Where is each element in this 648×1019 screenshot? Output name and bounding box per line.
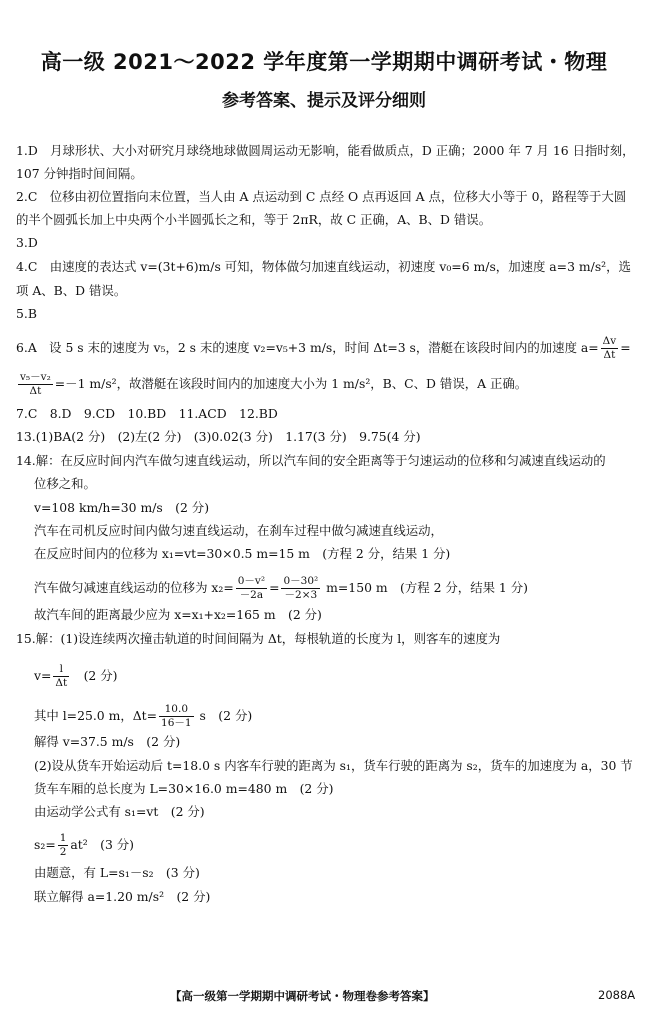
answer-4-line-2: 项 A、B、D 错误。 xyxy=(16,283,127,298)
answer-13: 13.(1)BA(2 分) (2)左(2 分) (3)0.02(3 分) 1.17(3 分) 9.75(4 分) xyxy=(16,429,421,444)
answer-15-part2-line-2: 货车车厢的总长度为 L=30×16.0 m=480 m (2 分) xyxy=(34,781,334,796)
answer-14-line-7: 故汽车间的距离最少应为 x=x₁+x₂=165 m (2 分) xyxy=(34,607,322,622)
answer-15-solve-v: 解得 v=37.5 m/s (2 分) xyxy=(34,734,181,749)
answer-6-line-2: $\frac{\text{v₅－v₂}}{\Delta t}$ =－1 m/s²，故潜艇在该段时间内的加速度大小为 1 m/s²，B、C、D 错误，A 正确。 xyxy=(20,371,528,397)
answer-14-line-2: 位移之和。 xyxy=(34,476,96,491)
answer-15-part2-line-6: 联立解得 a=1.20 m/s² (2 分) xyxy=(34,889,211,904)
answer-5: 5.B xyxy=(16,306,37,321)
fraction-dv-dt: $\frac{\Delta v}{\Delta t}$ xyxy=(602,335,617,361)
answer-6-line-1: 6.A 设 5 s 末的速度为 v₅，2 s 末的速度 v₂=v₅+3 m/s，时间 Δt=3 s，潜艇在该段时间内的加速度 a= $\frac{\Delta v}{\Delta t}$ = xyxy=(16,335,631,361)
answer-15-velocity-formula: v= $\frac{l}{\Delta t}$ (2 分) xyxy=(34,663,118,689)
answer-15-length-line: 其中 l=25.0 m，Δt= $\frac{10.0}{16-1}$ s (2 分) xyxy=(34,703,253,729)
answers-7-to-12: 7.C 8.D 9.CD 10.BD 11.ACD 12.BD xyxy=(16,406,278,421)
answer-1-line-1: 1.D 月球形状、大小对研究月球绕地球做圆周运动无影响，能看做质点，D 正确；2000 年 7 月 16 日指时刻， xyxy=(16,143,635,158)
fraction-30-squared: $\frac{\text{0－30²}}{-2\times 3}$ xyxy=(283,575,319,601)
fraction-time-interval: $\frac{10.0}{16-1}$ xyxy=(161,703,192,729)
answer-15-line-1: 15.解：(1)设连续两次撞击轨道的时间间隔为 Δt，每根轨道的长度为 l，则客车的速度为 xyxy=(16,631,501,646)
answer-6-text: 6.A 设 5 s 末的速度为 v₅，2 s 末的速度 v₂=v₅+3 m/s，时间 Δt=3 s，潜艇在该段时间内的加速度 a= xyxy=(16,340,599,355)
answer-15-part2-line-1: (2)设从货车开始运动后 t=18.0 s 内客车行驶的距离为 s₁，货车行驶的距离为 s₂，货车的加速度为 a，30 节 xyxy=(34,758,633,773)
answer-15-part2-line-3: 由运动学公式有 s₁=vt (2 分) xyxy=(34,804,205,819)
answer-3: 3.D xyxy=(16,235,38,250)
answer-15-s2-formula: s₂= $\frac{1}{2}$ at² (3 分) xyxy=(34,832,135,858)
document-title: 高一级 2021～2022 学年度第一学期期中调研考试・物理 xyxy=(40,50,608,74)
answer-1-line-2: 107 分钟指时间间隔。 xyxy=(16,166,143,181)
footer-title: 【高一级第一学期期中调研考试・物理卷参考答案】 xyxy=(170,989,435,1003)
fraction-l-dt: $\frac{l}{\Delta t}$ xyxy=(55,663,68,689)
document-subtitle: 参考答案、提示及评分细则 xyxy=(222,91,426,111)
fraction-v-squared: $\frac{\text{0－v²}}{-2a}$ xyxy=(237,575,266,601)
answer-4-line-1: 4.C 由速度的表达式 v=(3t+6)m/s 可知，物体做匀加速直线运动，初速度 v₀=6 m/s，加速度 a=3 m/s²，选 xyxy=(16,259,631,274)
answer-2-line-2: 的半个圆弧长加上中央两个小半圆弧长之和，等于 2πR，故 C 正确，A、B、D 错误。 xyxy=(16,212,492,227)
answer-14-line-6: 汽车做匀减速直线运动的位移为 x₂= $\frac{\text{0－v²}}{-2a}$ = $\frac{\text{0－30²}}{-2\times 3}$ m=150 m (方程 2 分，结果 1 分) xyxy=(34,575,528,601)
answer-2-line-1: 2.C 位移由初位置指向末位置，当人由 A 点运动到 C 点经 O 点再返回 A 点，位移大小等于 0，路程等于大圆 xyxy=(16,189,627,204)
answer-15-part2-line-5: 由题意，有 L=s₁－s₂ (3 分) xyxy=(34,865,200,880)
answer-14-line-4: 汽车在司机反应时间内做匀速直线运动，在刹车过程中做匀减速直线运动， xyxy=(34,523,443,538)
answer-14-line-3: v=108 km/h=30 m/s (2 分) xyxy=(34,500,210,515)
fraction-one-half: $\frac{1}{2}$ xyxy=(59,832,67,858)
answer-14-line-1: 14.解：在反应时间内汽车做匀速直线运动，所以汽车间的安全距离等于匀速运动的位移和匀减速直线运动的 xyxy=(16,453,606,468)
footer-code: 2088A xyxy=(598,988,636,1002)
fraction-v5-v2-dt: $\frac{\text{v₅－v₂}}{\Delta t}$ xyxy=(20,371,51,397)
answer-14-line-5: 在反应时间内的位移为 x₁=vt=30×0.5 m=15 m (方程 2 分，结果 1 分) xyxy=(34,546,451,561)
